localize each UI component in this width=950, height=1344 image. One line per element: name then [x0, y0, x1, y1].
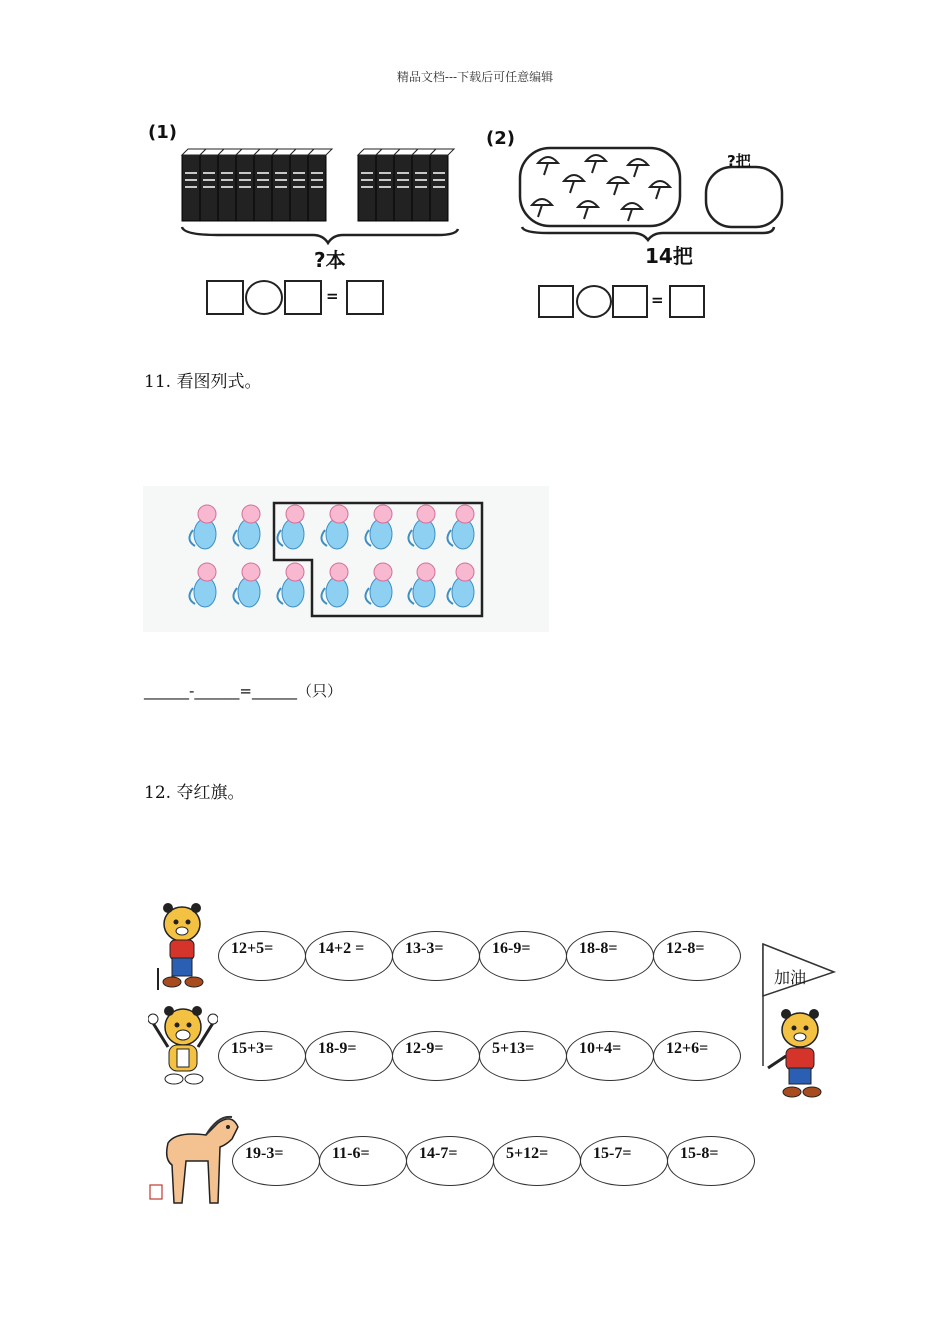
equation-text: 11-6= [332, 1145, 370, 1162]
equation-bubble[interactable] [218, 1031, 306, 1081]
seal-stamp [150, 1185, 162, 1199]
equation-text: 5+13= [492, 1040, 535, 1057]
equals-sign: = [651, 291, 664, 309]
equation-text: 16-9= [492, 940, 531, 957]
minus-sign: - [189, 682, 195, 700]
figure2-label: (2) [486, 128, 515, 149]
equation-bubble[interactable] [479, 931, 567, 981]
answer-box[interactable] [612, 285, 648, 318]
equation-text: 14+2 = [318, 940, 365, 957]
answer-box[interactable] [538, 285, 574, 318]
book-group-right [358, 149, 454, 221]
flag-label: 加油 [774, 968, 807, 987]
birds-illustration [143, 486, 549, 632]
equation-text: 15+3= [231, 1040, 274, 1057]
equation-bubble[interactable] [580, 1136, 668, 1186]
book-spine [236, 155, 254, 221]
book-group-left [182, 149, 332, 221]
equation-text: 13-3= [405, 940, 444, 957]
figure1-label: (1) [148, 122, 177, 143]
books-illustration [178, 145, 468, 245]
blank-3[interactable]: ______ [252, 682, 297, 700]
brace-umbrellas [522, 227, 774, 240]
equation-text: 15-8= [680, 1145, 719, 1162]
equation-bubble[interactable] [305, 1031, 393, 1081]
tiger-cub-character [152, 900, 214, 992]
equation-text: 12+6= [666, 1040, 709, 1057]
umbrella-total-label: 14把 [645, 244, 693, 268]
tiger-waving-character [148, 1003, 218, 1087]
equation-bubble[interactable] [493, 1136, 581, 1186]
umbrella-unknown-label: ?把 [727, 152, 751, 170]
book-spine [376, 155, 394, 221]
equation-text: 5+12= [506, 1145, 549, 1162]
equation-bubble[interactable] [319, 1136, 407, 1186]
operator-circle[interactable] [245, 280, 283, 315]
answer-box[interactable] [669, 285, 705, 318]
brace-books [182, 227, 458, 243]
answer-box[interactable] [346, 280, 384, 315]
book-spine [308, 155, 326, 221]
unknown-umbrella-frame [706, 167, 782, 227]
answer-box[interactable] [284, 280, 322, 315]
equation-bubble[interactable] [218, 931, 306, 981]
equation-text: 12-9= [405, 1040, 444, 1057]
book-spine [412, 155, 430, 221]
book-spine [272, 155, 290, 221]
books-question-label: ?本 [314, 248, 346, 272]
equation-bubble[interactable] [479, 1031, 567, 1081]
equation-bubble[interactable] [392, 931, 480, 981]
book-spine [254, 155, 272, 221]
equation-bubble[interactable] [305, 931, 393, 981]
horse-character [146, 1105, 246, 1213]
equation-bubble[interactable] [232, 1136, 320, 1186]
equation-bubble[interactable] [566, 1031, 654, 1081]
equation-text: 10+4= [579, 1040, 622, 1057]
tiger-cheering-character [762, 1006, 834, 1102]
equation-text: 18-8= [579, 940, 618, 957]
equation-text: 12-8= [666, 940, 705, 957]
book-spine [358, 155, 376, 221]
equation-text: 12+5= [231, 940, 274, 957]
equals-sign: = [326, 287, 339, 305]
equation-text: 14-7= [419, 1145, 458, 1162]
question-12-title: 12. 夺红旗。 [144, 783, 245, 803]
book-spine [182, 155, 200, 221]
question-11-title: 11. 看图列式。 [144, 372, 262, 392]
book-spine [218, 155, 236, 221]
book-spine [394, 155, 412, 221]
equation-bubble[interactable] [667, 1136, 755, 1186]
equation-line [144, 680, 342, 701]
equation-bubble[interactable] [406, 1136, 494, 1186]
blank-1[interactable]: ______ [144, 682, 189, 700]
equation-bubble[interactable] [653, 1031, 741, 1081]
equation-bubble[interactable] [392, 1031, 480, 1081]
book-spine [430, 155, 448, 221]
book-spine [200, 155, 218, 221]
blank-2[interactable]: ______ [194, 682, 240, 700]
equals-sign: = [239, 682, 252, 700]
equation-bubble[interactable] [566, 931, 654, 981]
book-spine [290, 155, 308, 221]
equation-bubble[interactable] [653, 931, 741, 981]
page-header: 精品文档---下载后可任意编辑 [396, 70, 554, 84]
answer-box[interactable] [206, 280, 244, 315]
operator-circle[interactable] [576, 285, 612, 318]
equation-text: 15-7= [593, 1145, 632, 1162]
equation-text: 19-3= [245, 1145, 284, 1162]
equation-text: 18-9= [318, 1040, 357, 1057]
unit-label: （只） [297, 682, 343, 700]
